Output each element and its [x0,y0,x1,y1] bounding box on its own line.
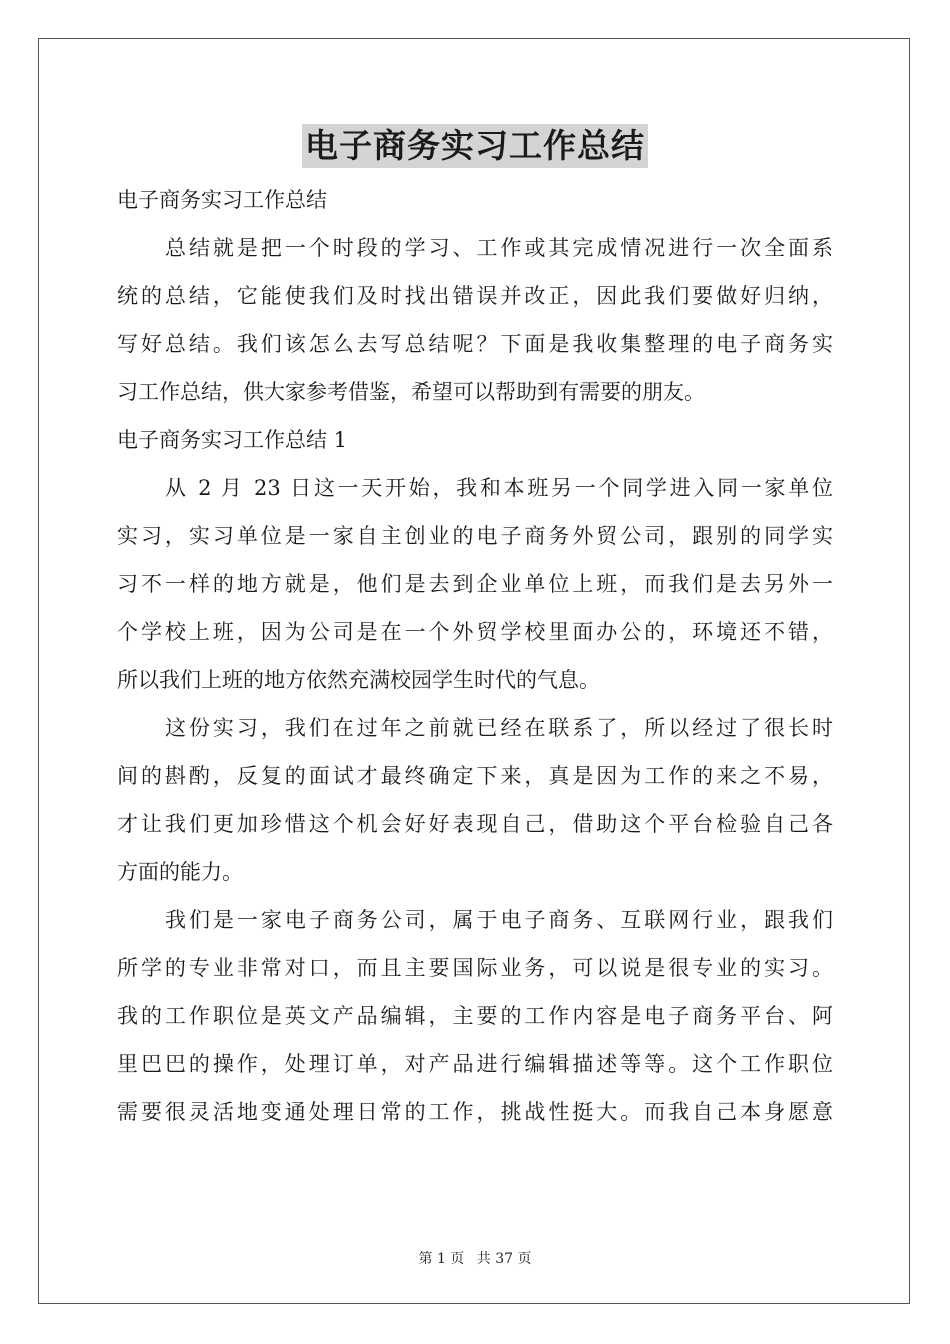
text-line: 我的工作职位是英文产品编辑，主要的工作内容是电子商务平台、阿 [117,1004,833,1028]
text-line: 间的斟酌，反复的面试才最终确定下来，真是因为工作的来之不易， [117,764,833,788]
text-line: 统的总结，它能使我们及时找出错误并改正，因此我们要做好归纳， [117,284,833,308]
text-line: 电子商务实习工作总结 [117,188,327,212]
text-line: 实习，实习单位是一家自主创业的电子商务外贸公司，跟别的同学实 [117,524,833,548]
text-line: 从 2 月 23 日这一天开始，我和本班另一个同学进入同一家单位 [165,476,833,500]
text-line: 才让我们更加珍惜这个机会好好表现自己，借助这个平台检验自己各 [117,812,833,836]
text-line: 方面的能力。 [117,860,243,884]
page-number: 第 1 页 [418,1251,465,1267]
text-line: 这份实习，我们在过年之前就已经在联系了，所以经过了很长时 [165,716,833,740]
text-line: 写好总结。我们该怎么去写总结呢？下面是我收集整理的电子商务实 [117,332,833,356]
text-line: 习不一样的地方就是，他们是去到企业单位上班，而我们是去另外一 [117,572,833,596]
document-body [117,176,833,1136]
text-line: 所以我们上班的地方依然充满校园学生时代的气息。 [117,668,600,692]
text-line: 习工作总结，供大家参考借鉴，希望可以帮助到有需要的朋友。 [117,380,705,404]
text-line: 电子商务实习工作总结 1 [117,428,348,452]
document-title: 电子商务实习工作总结 [302,124,648,168]
text-line: 需要很灵活地变通处理日常的工作，挑战性挺大。而我自己本身愿意 [117,1100,833,1124]
text-line: 我们是一家电子商务公司，属于电子商务、互联网行业，跟我们 [165,908,833,932]
text-line: 总结就是把一个时段的学习、工作或其完成情况进行一次全面系 [165,236,833,260]
document-title-block [0,124,950,168]
text-line: 里巴巴的操作，处理订单，对产品进行编辑描述等等。这个工作职位 [117,1052,833,1076]
text-line: 所学的专业非常对口，而且主要国际业务，可以说是很专业的实习。 [117,956,833,980]
page-total: 共 37 页 [476,1251,532,1267]
text-line: 个学校上班，因为公司是在一个外贸学校里面办公的，环境还不错， [117,620,833,644]
page-footer [0,1248,950,1268]
